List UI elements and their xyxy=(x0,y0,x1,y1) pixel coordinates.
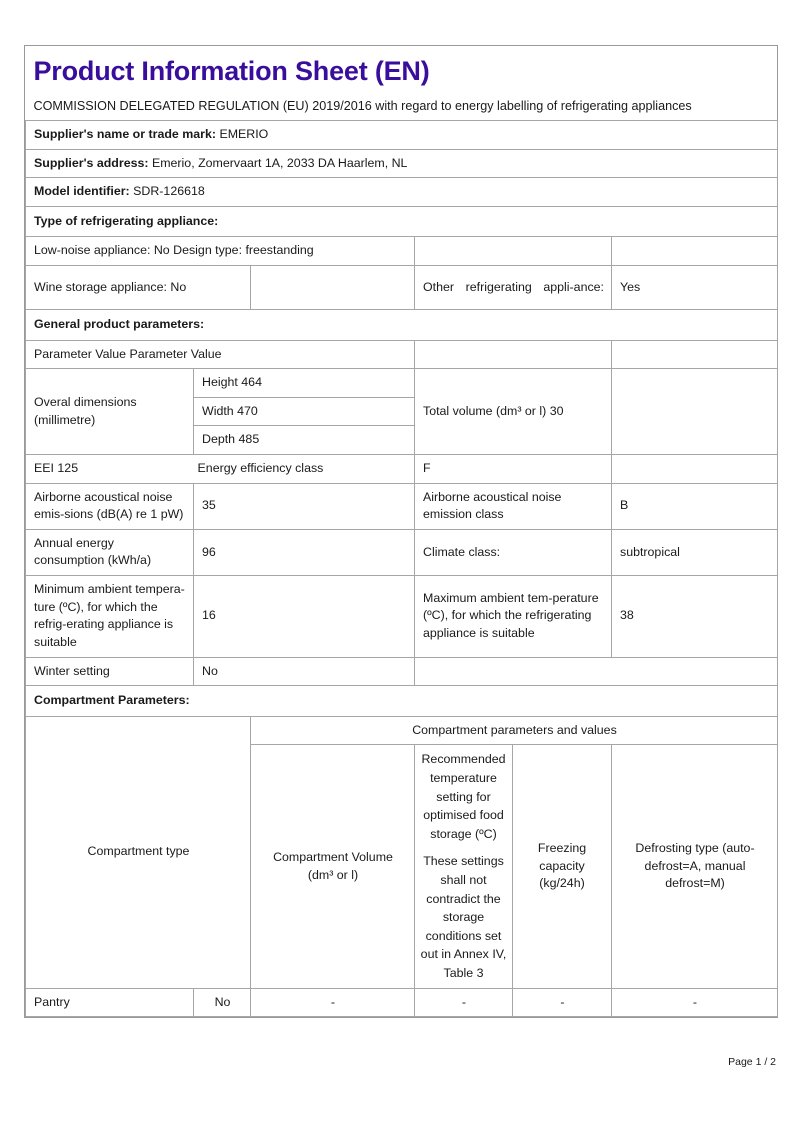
dimension-height-name: Height xyxy=(202,375,238,390)
model-identifier-row xyxy=(26,178,778,207)
supplier-address-cell xyxy=(26,149,778,178)
parameter-header-row xyxy=(26,340,778,369)
airborne-noise-value: 35 xyxy=(194,483,415,529)
dimension-height-value: 464 xyxy=(241,375,262,390)
compartment-heading-row xyxy=(26,686,778,717)
climate-class-value: subtropical xyxy=(612,529,778,575)
other-appliance-value: Yes xyxy=(612,265,778,309)
compartment-temperature-header-part2: These settings shall not contradict the storage conditions set out in Annex IV, Table 3 xyxy=(420,854,507,981)
eei-blank xyxy=(612,455,778,484)
compartment-defrosting-header: Defrosting type (auto-defrost=A, manual defrost=M) xyxy=(612,745,778,988)
winter-setting-label: Winter setting xyxy=(26,657,194,686)
airborne-noise-row xyxy=(26,483,778,529)
general-heading-row xyxy=(26,309,778,340)
low-noise-row xyxy=(26,237,778,266)
energy-efficiency-class-value: F xyxy=(415,455,612,484)
supplier-name-value: EMERIO xyxy=(219,126,269,141)
supplier-address-value: Emerio, Zomervaart 1A, 2033 DA Haarlem, NL xyxy=(151,155,408,170)
energy-efficiency-class-label: Energy efficiency class xyxy=(197,461,324,476)
general-section-heading: General product parameters: xyxy=(26,309,778,340)
parameter-header-blank-1 xyxy=(415,340,612,369)
compartment-row-temperature: - xyxy=(415,988,513,1017)
parameter-header-blank-2 xyxy=(612,340,778,369)
annual-energy-value: 96 xyxy=(194,529,415,575)
wine-storage-row xyxy=(26,265,778,309)
low-noise-cell: Low-noise appliance: No Design type: freestanding xyxy=(26,237,415,266)
winter-setting-value: No xyxy=(194,657,415,686)
table-row xyxy=(26,988,778,1017)
winter-setting-blank xyxy=(415,657,778,686)
dimension-height-cell xyxy=(194,369,415,398)
airborne-noise-label: Airborne acoustical noise emis-sions (dB(A) re 1 pW) xyxy=(26,483,194,529)
compartment-parameters-group-header: Compartment parameters and values xyxy=(251,716,778,745)
model-identifier-cell xyxy=(26,178,778,207)
min-ambient-temp-label: Minimum ambient tempera-ture (ºC), for which the refrig-erating appliance is suitable xyxy=(26,576,194,657)
dimension-width-value: 470 xyxy=(237,403,258,418)
supplier-name-cell xyxy=(26,120,778,149)
title-cell xyxy=(26,46,778,120)
dimension-height-row xyxy=(26,369,778,398)
wine-storage-cell: Wine storage appliance: No xyxy=(26,265,251,309)
compartment-section-heading: Compartment Parameters: xyxy=(26,686,778,717)
compartment-row-type: Pantry xyxy=(26,988,194,1017)
eei-value: EEI 125 xyxy=(34,461,79,476)
regulation-subtitle: COMMISSION DELEGATED REGULATION (EU) 2019/2016 with regard to energy labelling of refrigerating appliances xyxy=(33,99,692,114)
supplier-name-row xyxy=(26,120,778,149)
max-ambient-temp-value: 38 xyxy=(612,576,778,657)
ambient-temperature-row xyxy=(26,576,778,657)
page-footer: Page 1 / 2 xyxy=(728,1056,776,1068)
product-information-sheet xyxy=(24,45,778,1018)
compartment-temperature-header-part1: Recommended temperature setting for optimised food storage (ºC) xyxy=(421,752,506,841)
min-ambient-temp-value: 16 xyxy=(194,576,415,657)
compartment-row-defrosting: - xyxy=(612,988,778,1017)
airborne-noise-class-label: Airborne acoustical noise emission class xyxy=(415,483,612,529)
product-info-table xyxy=(25,46,778,1017)
max-ambient-temp-label: Maximum ambient tem-perature (ºC), for which the refrigerating appliance is suitable xyxy=(415,576,612,657)
general-blank-right xyxy=(612,369,778,455)
dimension-depth-value: 485 xyxy=(238,432,260,447)
compartment-row-freezing: - xyxy=(513,988,612,1017)
supplier-address-label: Supplier's address: xyxy=(34,155,149,170)
compartment-row-present: No xyxy=(194,988,251,1017)
title-row xyxy=(26,46,778,120)
dimension-width-name: Width xyxy=(202,403,234,418)
compartment-type-header: Compartment type xyxy=(26,716,251,988)
low-noise-blank-1 xyxy=(415,237,612,266)
parameter-header-cell: Parameter Value Parameter Value xyxy=(26,340,415,369)
compartment-row-volume: - xyxy=(251,988,415,1017)
compartment-group-header-row xyxy=(26,716,778,745)
eei-row xyxy=(26,455,778,484)
type-heading-row xyxy=(26,206,778,237)
other-appliance-label: Other refrigerating appli-ance: xyxy=(415,265,612,309)
dimension-depth-name: Depth xyxy=(202,432,236,447)
page-title: Product Information Sheet (EN) xyxy=(33,56,430,86)
annual-energy-row xyxy=(26,529,778,575)
total-volume-cell: Total volume (dm³ or l) 30 xyxy=(415,369,612,455)
compartment-freezing-header: Freezing capacity (kg/24h) xyxy=(513,745,612,988)
eei-cell xyxy=(26,455,415,484)
annual-energy-label: Annual energy consumption (kWh/a) xyxy=(26,529,194,575)
dimension-width-cell xyxy=(194,397,415,426)
supplier-address-row xyxy=(26,149,778,178)
low-noise-blank-2 xyxy=(612,237,778,266)
climate-class-label: Climate class: xyxy=(415,529,612,575)
model-identifier-value: SDR-126618 xyxy=(133,184,205,199)
compartment-volume-header: Compartment Volume (dm³ or l) xyxy=(251,745,415,988)
winter-setting-row xyxy=(26,657,778,686)
airborne-noise-class-value: B xyxy=(612,483,778,529)
supplier-name-label: Supplier's name or trade mark: xyxy=(34,126,216,141)
dimension-depth-cell xyxy=(194,426,415,455)
model-identifier-label: Model identifier: xyxy=(34,184,130,199)
wine-storage-blank xyxy=(251,265,415,309)
type-section-heading: Type of refrigerating appliance: xyxy=(26,206,778,237)
overall-dimensions-label: Overal dimensions (millimetre) xyxy=(26,369,194,455)
compartment-temperature-header xyxy=(415,745,513,988)
